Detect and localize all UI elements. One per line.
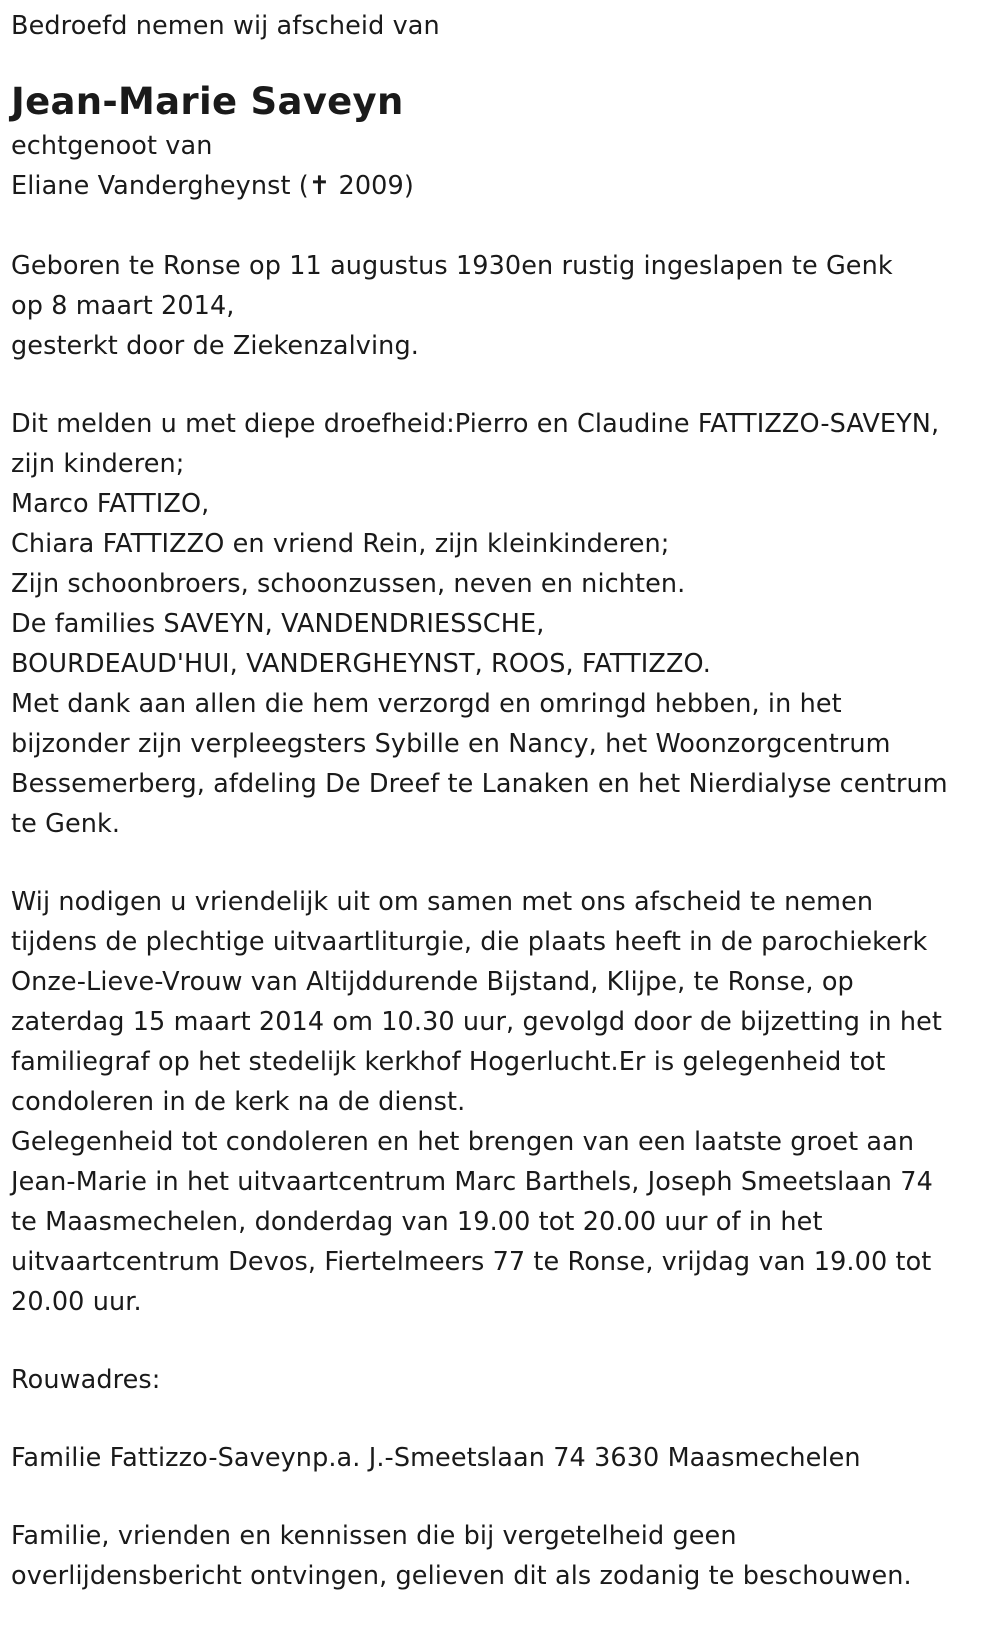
paragraph-line: zaterdag 15 maart 2014 om 10.30 uur, gevolgd door de bijzetting in het (11, 1007, 943, 1037)
paragraph-line: BOURDEAUD'HUI, VANDERGHEYNST, ROOS, FATTIZZO. (11, 649, 711, 679)
spouse-name: Eliane Vandergheynst (✝ 2009) (11, 171, 414, 201)
family-paragraph (11, 404, 991, 844)
paragraph-line: Zijn schoonbroers, schoonzussen, neven en nichten. (11, 569, 686, 599)
paragraph-line: Bessemerberg, afdeling De Dreef te Lanaken en het Nierdialyse centrum (11, 769, 948, 799)
deceased-name: Jean-Marie Saveyn (11, 80, 404, 123)
paragraph-line: te Genk. (11, 809, 121, 839)
intro-text: Bedroefd nemen wij afscheid van (11, 11, 440, 41)
spouse-label: echtgenoot van (11, 131, 213, 161)
paragraph-line: condoleren in de kerk na de dienst. (11, 1087, 466, 1117)
obituary-notice (11, 0, 991, 1596)
spacer (11, 1322, 991, 1360)
paragraph-line: bijzonder zijn verpleegsters Sybille en Nancy, het Woonzorgcentrum (11, 729, 891, 759)
birth-death-paragraph (11, 246, 991, 366)
spacer (11, 1400, 991, 1438)
paragraph-line: Jean-Marie in het uitvaartcentrum Marc Barthels, Joseph Smeetslaan 74 (11, 1167, 933, 1197)
spacer (11, 844, 991, 882)
paragraph-line: op 8 maart 2014, (11, 291, 235, 321)
funeral-paragraph (11, 882, 991, 1322)
paragraph-line: De families SAVEYN, VANDENDRIESSCHE, (11, 609, 545, 639)
closing-paragraph (11, 1516, 991, 1596)
paragraph-line: Familie, vrienden en kennissen die bij vergetelheid geen (11, 1521, 737, 1551)
spacer (11, 366, 991, 404)
spacer (11, 1478, 991, 1516)
paragraph-line: familiegraf op het stedelijk kerkhof Hogerlucht.Er is gelegenheid tot (11, 1047, 886, 1077)
rouwadres-label: Rouwadres: (11, 1365, 161, 1395)
paragraph-line: gesterkt door de Ziekenzalving. (11, 331, 419, 361)
paragraph-line: Marco FATTIZO, (11, 489, 210, 519)
paragraph-line: Geboren te Ronse op 11 augustus 1930en rustig ingeslapen te Genk (11, 251, 893, 281)
paragraph-line: Dit melden u met diepe droefheid:Pierro en Claudine FATTIZZO-SAVEYN, (11, 409, 940, 439)
spacer (11, 206, 991, 246)
paragraph-line: Chiara FATTIZZO en vriend Rein, zijn kleinkinderen; (11, 529, 670, 559)
paragraph-line: zijn kinderen; (11, 449, 185, 479)
paragraph-line: 20.00 uur. (11, 1287, 142, 1317)
paragraph-line: Gelegenheid tot condoleren en het brengen van een laatste groet aan (11, 1127, 915, 1157)
rouwadres-address: Familie Fattizzo-Saveynp.a. J.-Smeetslaan 74 3630 Maasmechelen (11, 1443, 861, 1473)
paragraph-line: te Maasmechelen, donderdag van 19.00 tot 20.00 uur of in het (11, 1207, 823, 1237)
paragraph-line: overlijdensbericht ontvingen, gelieven dit als zodanig te beschouwen. (11, 1561, 912, 1591)
paragraph-line: Met dank aan allen die hem verzorgd en omringd hebben, in het (11, 689, 842, 719)
paragraph-line: uitvaartcentrum Devos, Fiertelmeers 77 te Ronse, vrijdag van 19.00 tot (11, 1247, 932, 1277)
paragraph-line: Wij nodigen u vriendelijk uit om samen met ons afscheid te nemen (11, 887, 874, 917)
paragraph-line: Onze-Lieve-Vrouw van Altijddurende Bijstand, Klijpe, te Ronse, op (11, 967, 854, 997)
paragraph-line: tijdens de plechtige uitvaartliturgie, die plaats heeft in de parochiekerk (11, 927, 928, 957)
